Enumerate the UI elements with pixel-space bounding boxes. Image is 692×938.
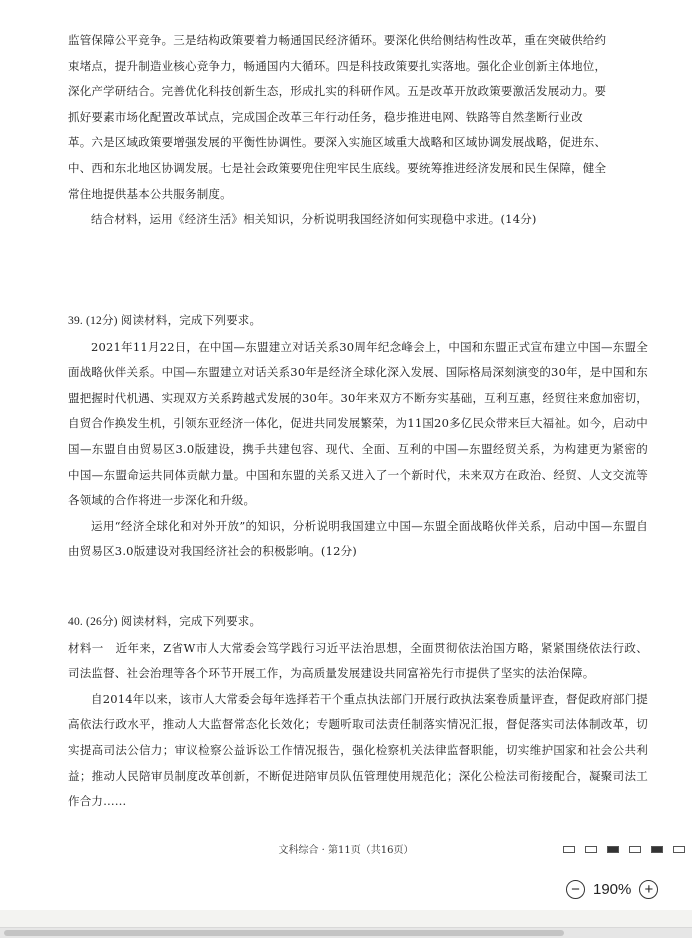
q40-material-1: 材料一 近年来，Z省W市人大常委会笃学践行习近平法治思想，全面贯彻依法治国方略，紧紧围绕依法行政、司法监督、社会治理等各个环节开展工作，为高质量发展建设共同富裕先行市提供了坚实的法治保障。 [68,640,648,681]
q38-material-line: 常住地提供基本公共服务制度。 [68,186,232,201]
horizontal-scrollbar[interactable] [0,927,692,938]
page-footer: 文科综合 · 第11页（共16页） [278,845,414,856]
q38-material-line: 深化产学研结合。完善优化科技创新生态，形成扎实的科研作风。五是改革开放政策要激活发展动力。要 [68,84,607,99]
page-thumbnail-active[interactable] [651,846,663,853]
q38-question: 结合材料，运用《经济生活》相关知识，分析说明我国经济如何实现稳中求进。(14分) [91,212,537,227]
page-thumbnails [563,846,685,853]
zoom-controls [566,880,658,899]
zoom-level: 190% [593,881,632,898]
page-thumbnail[interactable] [673,846,685,853]
zoom-out-icon[interactable]: − [566,880,585,899]
q38-material-line: 监管保障公平竞争。三是结构政策要着力畅通国民经济循环。要深化供给侧结构性改革，重在突破供给约 [68,33,607,47]
q39-material: 2021年11月22日，在中国—东盟建立对话关系30周年纪念峰会上，中国和东盟正式宣布建立中国—东盟全面战略伙伴关系。中国—东盟建立对话关系30年是经济全球化深入发展、国际格局深刻演变的30年，是中国和东盟把握时代机遇、实现双方关系跨越式发展的30年。30年来双方不断夯实基础，互利互惠，经贸往来愈加密切，自贸合作换发生机，引领东亚经济一体化，促进共同发展繁荣，为11国20多亿民众带来巨大福祉。如今，启动中国—东盟自由贸易区3.0版建设，携手共建包容、现代、全面、互利的中国—东盟经贸关系，为构建更为紧密的中国—东盟命运共同体贡献力量。中国和东盟的关系又进入了一个新时代，未来双方在政治、经贸、人文交流等各领域的合作将进一步深化和升级。 [68,339,648,508]
question-40-block [68,610,648,815]
q40-heading: 40. (26分) 阅读材料，完成下列要求。 [68,616,262,628]
page-thumbnail[interactable] [585,846,597,853]
q38-material-line: 抓好要素市场化配置改革试点，完成国企改革三年行动任务，稳步推进电网、铁路等自然垄断行业改 [68,109,583,124]
q40-material-paragraph: 自2014年以来，该市人大常委会每年选择若干个重点执法部门开展行政执法案卷质量评查，督促政府部门提高依法行政水平，推动人大监督常态化长效化；专题听取司法责任制落实情况汇报，督促落实司法体制改革，切实提高司法公信力；审议检察公益诉讼工作情况报告，强化检察机关法律监督职能，切实维护国家和社会公共利益；推动人民陪审员制度改革创新，不断促进陪审员队伍管理使用规范化；深化公检法司衔接配合，凝聚司法工作合力…… [68,691,648,809]
question-39-block [68,309,648,565]
page-thumbnail-active[interactable] [607,846,619,853]
scrollbar-thumb[interactable] [4,930,564,936]
zoom-in-icon[interactable]: + [639,880,658,899]
q38-material-line: 革。六是区域政策要增强发展的平衡性协调性。要深入实施区域重大战略和区域协调发展战略，促进东、 [68,135,607,150]
q39-heading: 39. (12分) 阅读材料，完成下列要求。 [68,315,262,327]
q38-material-line: 束堵点，提升制造业核心竞争力，畅通国内大循环。四是科技政策要扎实落地。强化企业创新主体地位， [68,58,607,73]
q38-material-line: 中、西和东北地区协调发展。七是社会政策要兜住兜牢民生底线。要统筹推进经济发展和民生保障，健全 [68,160,607,175]
page-thumbnail[interactable] [563,846,575,853]
question-38-block [68,28,648,233]
page-thumbnail[interactable] [629,846,641,853]
q39-question: 运用“经济全球化和对外开放”的知识，分析说明我国建立中国—东盟全面战略伙伴关系，启动中国—东盟自由贸易区3.0版建设对我国经济社会的积极影响。(12分) [68,518,648,559]
